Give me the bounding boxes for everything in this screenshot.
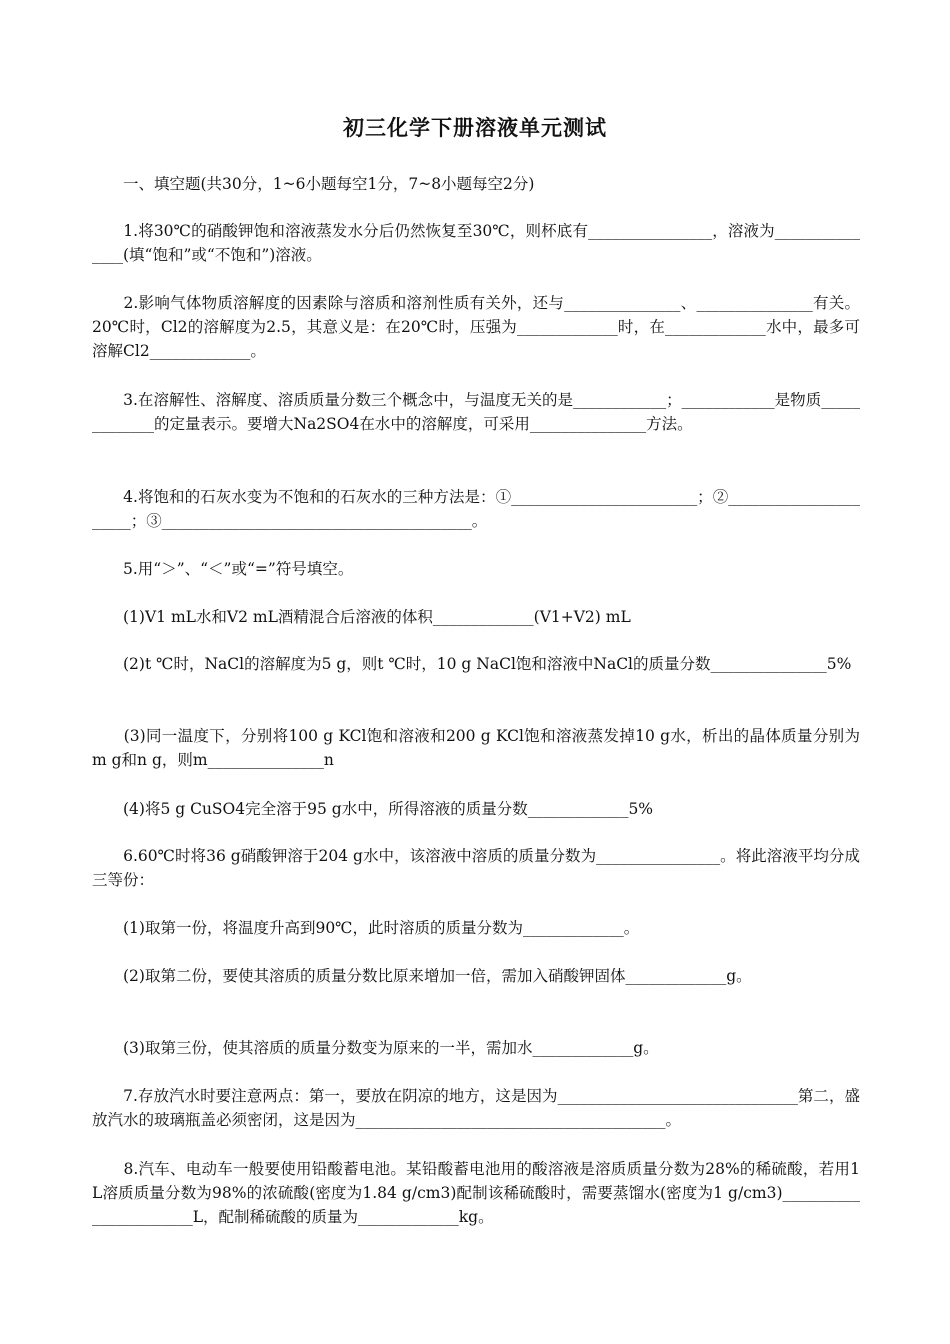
question-6-1: (1)取第一份，将温度升高到90℃，此时溶质的质量分数为_____________。 xyxy=(92,919,640,937)
question-4: 4.将饱和的石灰水变为不饱和的石灰水的三种方法是：①________________________；②______________________；③________________________________________。 xyxy=(92,488,860,530)
question-5: 5.用“＞”、“＜”或“=”符号填空。 xyxy=(92,560,354,578)
section-heading: 一、填空题(共30分，1~6小题每空1分，7~8小题每空2分) xyxy=(92,175,535,193)
question-6: 6.60℃时将36 g硝酸钾溶于204 g水中，该溶液中溶质的质量分数为________________。将此溶液平均分成三等份： xyxy=(92,847,860,889)
question-5-3: (3)同一温度下，分别将100 g KCl饱和溶液和200 g KCl饱和溶液蒸发掉10 g水，析出的晶体质量分别为m g和n g，则m_______________n xyxy=(92,727,860,769)
question-5-4: (4)将5 g CuSO4完全溶于95 g水中，所得溶液的质量分数_____________5% xyxy=(92,800,654,818)
question-6-3: (3)取第三份，使其溶质的质量分数变为原来的一半，需加水_____________g。 xyxy=(92,1039,659,1057)
question-8: 8.汽车、电动车一般要使用铅酸蓄电池。某铅酸蓄电池用的酸溶液是溶质质量分数为28%的稀硫酸，若用1 L溶质质量分数为98%的浓硫酸(密度为1.84 g/cm3)配制该稀硫酸时，需要蒸馏水(密度为1 g/cm3)_______________________L，配制稀硫酸的质量为_____________kg。 xyxy=(92,1160,865,1226)
question-5-1: (1)V1 mL水和V2 mL酒精混合后溶液的体积_____________(V1+V2) mL xyxy=(92,608,631,626)
question-3: 3.在溶解性、溶解度、溶质质量分数三个概念中，与温度无关的是____________；____________是物质_____________的定量表示。要增大Na2SO4在水中的溶解度，可采用_______________方法。 xyxy=(92,391,860,433)
question-1: 1.将30℃的硝酸钾饱和溶液蒸发水分后仍然恢复至30℃，则杯底有________________，溶液为_______________(填“饱和”或“不饱和”)溶液。 xyxy=(92,222,860,264)
question-6-2: (2)取第二份，要使其溶质的质量分数比原来增加一倍，需加入硝酸钾固体_____________g。 xyxy=(92,967,752,985)
question-5-2: (2)t ℃时，NaCl的溶解度为5 g，则t ℃时，10 g NaCl饱和溶液中NaCl的质量分数_______________5% xyxy=(92,655,852,673)
question-7: 7.存放汽水时要注意两点：第一，要放在阴凉的地方，这是因为_______________________________第二，盛放汽水的玻璃瓶盖必须密闭，这是因为________________________________________。 xyxy=(92,1087,860,1129)
question-2: 2.影响气体物质溶解度的因素除与溶质和溶剂性质有关外，还与_______________、_______________有关。20℃时，Cl2的溶解度为2.5，其意义是：在20℃时，压强为_____________时，在_____________水中，最多可溶解Cl2_____________。 xyxy=(92,294,860,360)
page-title: 初三化学下册溶液单元测试 xyxy=(343,116,607,140)
